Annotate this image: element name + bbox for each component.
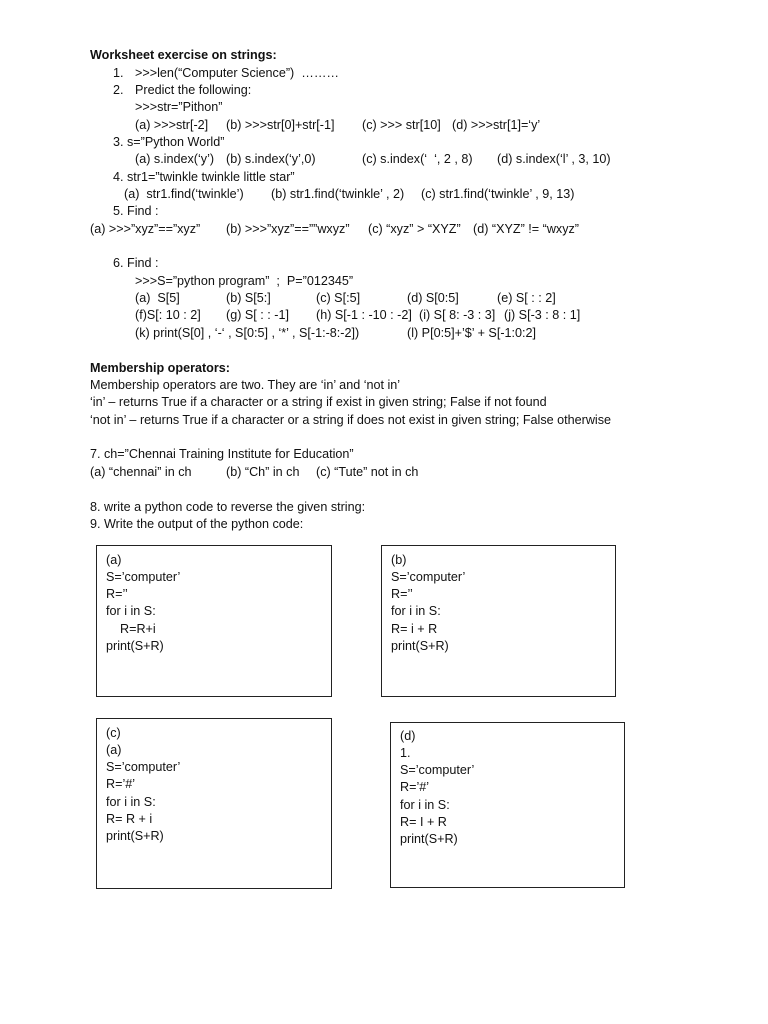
q3-option-c: (c) s.index(‘ ‘, 2 , 8) [362, 152, 473, 166]
code-line: R= I + R [400, 815, 447, 829]
code-line: print(S+R) [400, 832, 458, 846]
code-line: S=’computer’ [391, 570, 466, 584]
q6-option-i: (i) S[ 8: -3 : 3] [419, 308, 496, 322]
q6-option-f: (f)S[: 10 : 2] [135, 308, 201, 322]
code-line: (a) [106, 743, 122, 757]
q7-option-a: (a) “chennai” in ch [90, 465, 192, 479]
q6-option-c: (c) S[:5] [316, 291, 361, 305]
q7-text: 7. ch=”Chennai Training Institute for Education” [90, 447, 354, 461]
q5-option-b: (b) >>>”xyz”==””wxyz” [226, 222, 350, 236]
code-line: for i in S: [400, 798, 450, 812]
q4-option-a: (a) str1.find(‘twinkle’) [124, 187, 244, 201]
code-line: for i in S: [391, 604, 441, 618]
q2-option-d: (d) >>>str[1]=‘y’ [452, 118, 541, 132]
q5-option-d: (d) “XYZ” != “wxyz” [473, 222, 579, 236]
q4-option-c: (c) str1.find(‘twinkle’ , 9, 13) [421, 187, 575, 201]
q4-text: 4. str1=”twinkle twinkle little star” [113, 170, 295, 184]
code-line: (a) [106, 553, 122, 567]
code-line: R=R+i [106, 622, 156, 636]
q6-option-l: (l) P[0:5]+’$’ + S[-1:0:2] [407, 326, 537, 340]
q4-option-b: (b) str1.find(‘twinkle’ , 2) [271, 187, 405, 201]
worksheet-title: Worksheet exercise on strings: [90, 48, 277, 62]
code-line: print(S+R) [391, 639, 449, 653]
code-line: for i in S: [106, 604, 156, 618]
q6-option-d: (d) S[0:5] [407, 291, 459, 305]
q8-text: 8. write a python code to reverse the given string: [90, 500, 366, 514]
membership-line-2: ‘in’ – returns True if a character or a string if exist in given string; False if not found [90, 395, 547, 409]
code-line: print(S+R) [106, 829, 164, 843]
code-line: S=’computer’ [106, 570, 181, 584]
code-line: (b) [391, 553, 407, 567]
q6-option-b: (b) S[5:] [226, 291, 271, 305]
q1-text: >>>len(“Computer Science”) ……… [135, 66, 340, 80]
code-line: R= R + i [106, 812, 153, 826]
code-line: print(S+R) [106, 639, 164, 653]
code-line: R=’#’ [106, 777, 136, 791]
q5-text: 5. Find : [113, 204, 159, 218]
q7-option-c: (c) “Tute” not in ch [316, 465, 419, 479]
code-line: for i in S: [106, 795, 156, 809]
membership-line-1: Membership operators are two. They are ‘in’ and ‘not in’ [90, 378, 401, 392]
q7-option-b: (b) “Ch” in ch [226, 465, 300, 479]
q6-option-j: (j) S[-3 : 8 : 1] [504, 308, 581, 322]
q2-option-a: (a) >>>str[-2] [135, 118, 209, 132]
q2-text: Predict the following: [135, 83, 252, 97]
q6-line1: >>>S=”python program” ; P=”012345” [135, 274, 354, 288]
q3-option-a: (a) s.index(‘y’) [135, 152, 215, 166]
code-line: (d) [400, 729, 416, 743]
q3-option-b: (b) s.index(‘y’,0) [226, 152, 316, 166]
q2-option-b: (b) >>>str[0]+str[-1] [226, 118, 335, 132]
q5-option-c: (c) “xyz” > “XYZ” [368, 222, 461, 236]
membership-heading: Membership operators: [90, 361, 230, 375]
q3-option-d: (d) s.index(‘l’ , 3, 10) [497, 152, 611, 166]
q6-option-a: (a) S[5] [135, 291, 180, 305]
code-line: R=’’ [106, 587, 128, 601]
q1-number: 1. [113, 66, 124, 80]
q6-option-h: (h) S[-1 : -10 : -2] [316, 308, 412, 322]
code-box-a [96, 545, 332, 697]
membership-line-3: ‘not in’ – returns True if a character or a string if does not exist in given string; False otherwise [90, 413, 612, 427]
code-line: (c) [106, 726, 121, 740]
q6-option-g: (g) S[ : : -1] [226, 308, 289, 322]
code-line: R=’’ [391, 587, 413, 601]
q2-option-c: (c) >>> str[10] [362, 118, 441, 132]
q6-text: 6. Find : [113, 256, 159, 270]
code-box-b [381, 545, 616, 697]
q5-option-a: (a) >>>”xyz”==”xyz” [90, 222, 201, 236]
code-box-c [96, 718, 332, 889]
q6-option-e: (e) S[ : : 2] [497, 291, 556, 305]
code-line: S=’computer’ [400, 763, 475, 777]
q2-number: 2. [113, 83, 124, 97]
code-line: R= i + R [391, 622, 438, 636]
code-line: S=’computer’ [106, 760, 181, 774]
q3-text: 3. s=”Python World” [113, 135, 225, 149]
q9-text: 9. Write the output of the python code: [90, 517, 304, 531]
code-line: R=’#’ [400, 780, 430, 794]
code-line: 1. [400, 746, 411, 760]
code-box-d [390, 722, 625, 888]
q2-line1: >>>str=”Pithon” [135, 100, 223, 114]
q6-option-k: (k) print(S[0] , ‘-‘ , S[0:5] , ‘*’ , S[-1:-8:-2]) [135, 326, 360, 340]
